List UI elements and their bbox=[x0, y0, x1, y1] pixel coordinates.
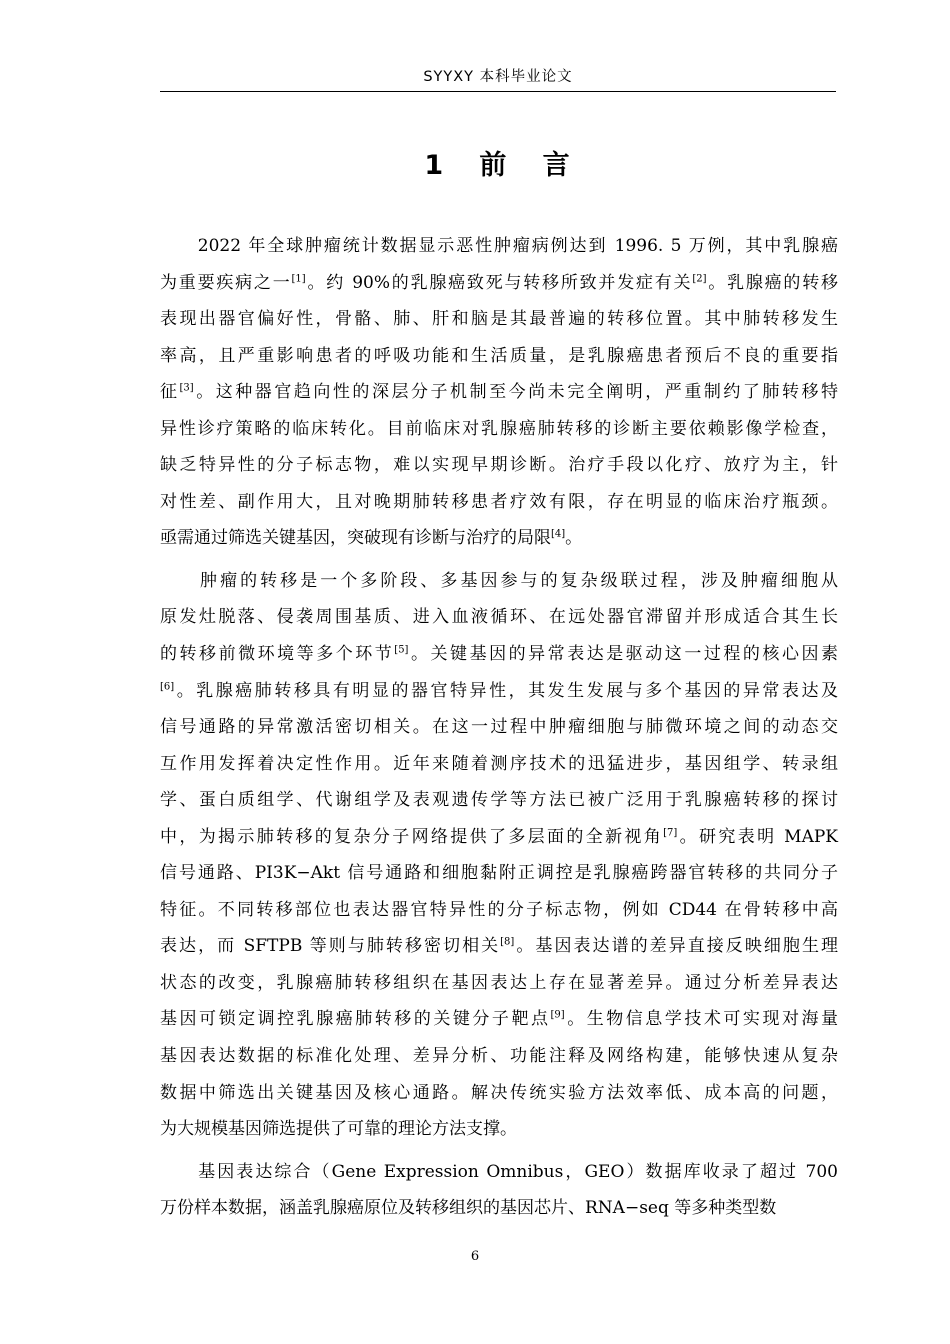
text-run: 万份样本数据，涵盖乳腺癌原位及转移组织的基因芯片、RNA−seq 等多种类型数 bbox=[160, 1198, 777, 1219]
text-run: 。关键基因的异常表达是驱动这一过程的核心因素 bbox=[408, 644, 839, 665]
text-run: 肿瘤的转移是一个多阶段、多基因参与的复杂级联过程，涉及肿瘤细胞从 bbox=[160, 570, 838, 591]
text-run: 。乳腺癌的转移 bbox=[706, 272, 839, 293]
text-run: 异性诊疗策略的临床转化。目前临床对乳腺癌肺转移的诊断主要依赖影像学检查， bbox=[160, 418, 838, 439]
text-line bbox=[160, 636, 838, 673]
text-run: 。乳腺癌肺转移具有明显的器官特异性，其发生发展与多个基因的异常表达及 bbox=[174, 680, 838, 701]
text-run: 数据中筛选出关键基因及核心通路。解决传统实验方法效率低、成本高的问题， bbox=[160, 1082, 838, 1103]
text-run: 的转移前微环境等多个环节 bbox=[160, 644, 395, 665]
text-line bbox=[160, 563, 838, 600]
text-run: 状态的改变，乳腺癌肺转移组织在基因表达上存在显著差异。通过分析差异表达 bbox=[160, 972, 838, 993]
text-line bbox=[160, 855, 838, 892]
text-line bbox=[160, 301, 838, 338]
chapter-title: 1 前 言 bbox=[424, 150, 572, 181]
citation-marker: [6] bbox=[160, 681, 175, 693]
text-run: 原发灶脱落、侵袭周围基质、进入血液循环、在远处器官滞留并形成适合其生长 bbox=[160, 607, 838, 628]
citation-marker: [5] bbox=[394, 644, 409, 656]
text-line bbox=[160, 892, 838, 929]
text-line bbox=[160, 411, 838, 448]
text-run: 。约 90%的乳腺癌致死与转移所致并发症有关 bbox=[305, 272, 693, 293]
text-line bbox=[160, 673, 838, 710]
text-run: 。生物信息学技术可实现对海量 bbox=[564, 1009, 839, 1030]
text-line bbox=[160, 1075, 838, 1112]
text-run: 基因表达综合（Gene Expression Omnibus，GEO）数据库收录了超过 700 bbox=[160, 1161, 838, 1182]
citation-marker: [1] bbox=[291, 273, 306, 285]
text-run: 信号通路、PI3K−Akt 信号通路和细胞黏附正调控是乳腺癌跨器官转移的共同分子 bbox=[160, 863, 838, 884]
text-run: 亟需通过筛选关键基因，突破现有诊断与治疗的局限 bbox=[160, 528, 551, 549]
text-run: 2022 年全球肿瘤统计数据显示恶性肿瘤病例达到 1996. 5 万例，其中乳腺癌 bbox=[160, 236, 838, 256]
text-run: 对性差、副作用大，且对晚期肺转移患者疗效有限，存在明显的临床治疗瓶颈。 bbox=[160, 491, 838, 512]
text-line bbox=[160, 965, 838, 1002]
text-line bbox=[160, 819, 838, 856]
text-line bbox=[160, 782, 838, 819]
text-line bbox=[160, 746, 838, 783]
text-run: 基因表达数据的标准化处理、差异分析、功能注释及网络构建，能够快速从复杂 bbox=[160, 1046, 838, 1067]
text-line bbox=[160, 709, 838, 746]
text-run: 率高，且严重影响患者的呼吸功能和生活质量，是乳腺癌患者预后不良的重要指 bbox=[160, 345, 838, 366]
text-run: 为大规模基因筛选提供了可靠的理论方法支撑。 bbox=[160, 1119, 517, 1140]
page-number: 6 bbox=[470, 1249, 480, 1264]
text-run: 缺乏特异性的分子标志物，难以实现早期诊断。治疗手段以化疗、放疗为主，针 bbox=[160, 455, 838, 476]
body-text bbox=[160, 228, 838, 1227]
citation-marker: [4] bbox=[551, 528, 566, 540]
text-line bbox=[160, 1154, 838, 1191]
citation-marker: [7] bbox=[663, 827, 678, 839]
page-header bbox=[160, 62, 836, 92]
text-line bbox=[160, 1001, 838, 1038]
text-run: 表达，而 SFTPB 等则与肺转移密切相关 bbox=[160, 936, 501, 957]
text-line bbox=[160, 447, 838, 484]
text-run: 。这种器官趋向性的深层分子机制至今尚未完全阐明，严重制约了肺转移特 bbox=[193, 382, 839, 403]
text-run: 征 bbox=[160, 382, 180, 403]
paragraph bbox=[160, 1154, 838, 1227]
header-title: SYYXY 本科毕业论文 bbox=[423, 69, 573, 85]
text-line bbox=[160, 520, 838, 557]
text-line bbox=[160, 338, 838, 375]
text-line bbox=[160, 1111, 838, 1148]
text-line bbox=[160, 599, 838, 636]
citation-marker: [8] bbox=[500, 936, 515, 948]
text-line bbox=[160, 484, 838, 521]
text-line bbox=[160, 1190, 838, 1227]
text-run: 。基因表达谱的差异直接反映细胞生理 bbox=[514, 936, 838, 957]
text-run: 互作用发挥着决定性作用。近年来随着测序技术的迅猛进步，基因组学、转录组 bbox=[160, 753, 838, 774]
text-line bbox=[160, 265, 838, 302]
text-run: 。 bbox=[565, 528, 583, 549]
text-run: 基因可锁定调控乳腺癌肺转移的关键分子靶点 bbox=[160, 1009, 551, 1030]
paragraph bbox=[160, 228, 838, 557]
citation-marker: [2] bbox=[692, 273, 707, 285]
text-run: 学、蛋白质组学、代谢组学及表观遗传学等方法已被广泛用于乳腺癌转移的探讨 bbox=[160, 790, 838, 811]
text-line bbox=[160, 928, 838, 965]
text-run: 表现出器官偏好性，骨骼、肺、肝和脑是其最普遍的转移位置。其中肺转移发生 bbox=[160, 309, 838, 330]
paragraph bbox=[160, 563, 838, 1148]
text-line bbox=[160, 228, 838, 265]
citation-marker: [9] bbox=[550, 1009, 565, 1021]
text-run: 为重要疾病之一 bbox=[160, 272, 292, 293]
text-line bbox=[160, 374, 838, 411]
text-run: 信号通路的异常激活密切相关。在这一过程中肿瘤细胞与肺微环境之间的动态交 bbox=[160, 717, 838, 738]
text-line bbox=[160, 1038, 838, 1075]
text-run: 中，为揭示肺转移的复杂分子网络提供了多层面的全新视角 bbox=[160, 826, 664, 847]
text-run: 特征。不同转移部位也表达器官特异性的分子标志物，例如 CD44 在骨转移中高 bbox=[160, 899, 838, 920]
text-run: 。研究表明 MAPK bbox=[677, 826, 838, 847]
citation-marker: [3] bbox=[179, 382, 194, 394]
